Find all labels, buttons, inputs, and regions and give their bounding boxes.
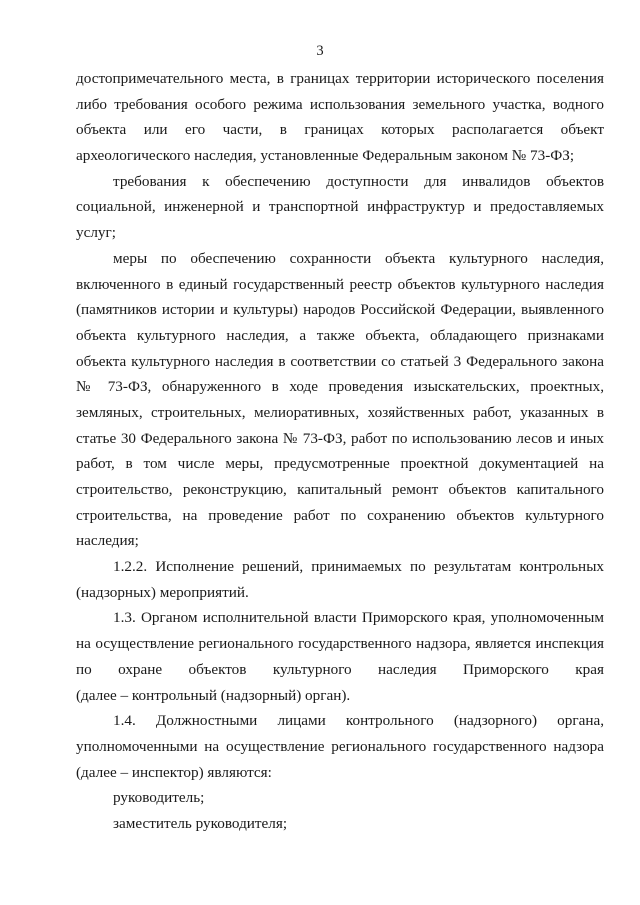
text-line: наследия;	[76, 532, 139, 550]
text-line: археологического наследия, установленные Федеральным законом № 73-ФЗ;	[76, 147, 575, 165]
text-line: объекта культурного наследия, а также объекта, обладающего признаками	[76, 326, 604, 344]
text-line: достопримечательного места, в границах территории исторического поселения	[76, 70, 604, 87]
text-line: уполномоченными на осуществление регионального государственного надзора	[76, 737, 604, 755]
text-line: 1.4. Должностными лицами контрольного (надзорного) органа,	[113, 712, 604, 730]
text-line: 1.3. Органом исполнительной власти Приморского края, уполномоченным	[113, 609, 604, 627]
text-line: включенного в единый государственный реестр объектов культурного наследия	[76, 275, 604, 293]
text-line: руководитель;	[113, 789, 205, 807]
text-line: (памятников истории и культуры) народов Российской Федерации, выявленного	[76, 301, 604, 319]
text-line: меры по обеспечению сохранности объекта культурного наследия,	[113, 249, 604, 267]
text-line: объекта культурного наследия в соответствии со статьей 3 Федерального закона	[76, 352, 604, 370]
text-line: строительство, реконструкцию, капитальный ремонт объектов капитального	[76, 481, 604, 498]
text-line: услуг;	[76, 224, 116, 242]
page-number: 3	[316, 43, 324, 59]
text-line: (далее – инспектор) являются:	[76, 763, 272, 781]
text-line: статье 30 Федерального закона № 73-ФЗ, работ по использованию лесов и иных	[76, 429, 604, 447]
text-line: социальной, инженерной и транспортной инфраструктур и предоставляемых	[76, 198, 604, 216]
document-body	[76, 66, 604, 837]
text-line: либо требования особого режима использования земельного участка, водного	[76, 95, 604, 113]
text-line: заместитель руководителя;	[113, 814, 288, 832]
text-line: 1.2.2. Исполнение решений, принимаемых по результатам контрольных	[113, 558, 604, 576]
text-line: работ, в том числе меры, предусмотренные проектной документацией на	[76, 455, 604, 473]
text-line: земляных, строительных, мелиоративных, хозяйственных работ, указанных в	[76, 403, 604, 421]
text-line: № 73-ФЗ, обнаруженного в ходе проведения изыскательских, проектных,	[76, 378, 604, 396]
text-line: требования к обеспечению доступности для инвалидов объектов	[113, 172, 604, 190]
text-line: на осуществление регионального государственного надзора, является инспекция	[76, 635, 604, 653]
text-line: объекта или его части, в границах которых располагается объект	[76, 121, 604, 139]
text-line: строительства, на проведение работ по сохранению объектов культурного	[76, 506, 604, 524]
text-line: по охране объектов культурного наследия Приморского края	[76, 660, 604, 678]
text-line: (далее – контрольный (надзорный) орган).	[76, 686, 351, 704]
text-line: (надзорных) мероприятий.	[76, 583, 249, 601]
